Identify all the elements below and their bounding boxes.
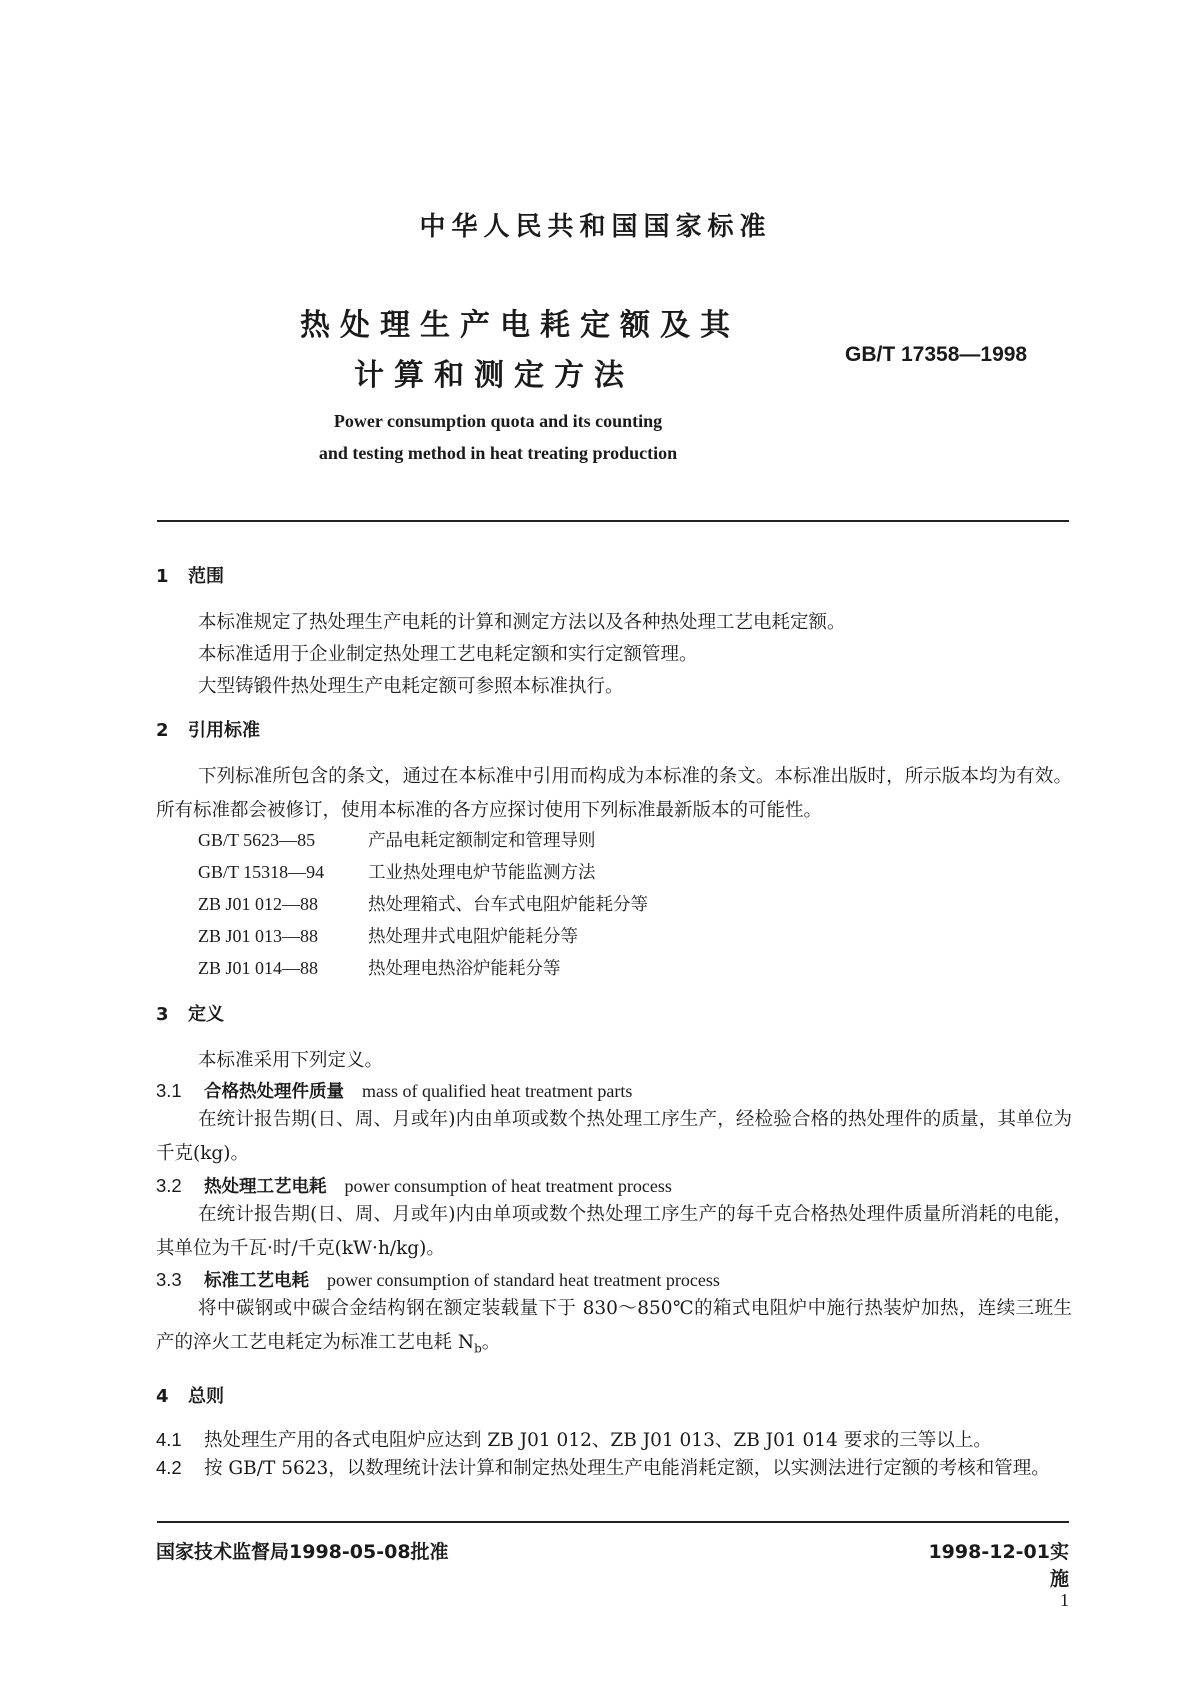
standard-number: GB/T 17358—1998 [845, 343, 1028, 366]
clause-term: 合格热处理件质量 [204, 1082, 344, 1102]
clause-3-1-body: 在统计报告期(日、周、月或年)内由单项或数个热处理工序生产，经检验合格的热处理件的质量，其单位为千克(kg)。 [156, 1109, 1072, 1164]
section-number: 4 [156, 1386, 169, 1407]
clause-number: 4.1 [156, 1429, 182, 1450]
reference-code: ZB J01 013—88 [198, 926, 319, 946]
reference-item [198, 859, 596, 884]
national-standard-heading: 中华人民共和国国家标准 [419, 212, 772, 242]
clause-body-text: 将中碳钢或中碳合金结构钢在额定装载量下于 830～850℃的箱式电阻炉中施行热装炉加热，连续三班生产的淬火工艺电耗定为标准工艺电耗 N [156, 1298, 1072, 1353]
section-3-heading [156, 1000, 224, 1026]
clause-body: 按 GB/T 5623，以数理统计法计算和制定热处理生产电能消耗定额，以实测法进行定额的考核和管理。 [204, 1458, 1050, 1479]
reference-name: 产品电耗定额制定和管理导则 [368, 831, 596, 851]
page-number: 1 [1060, 1590, 1069, 1610]
section-number: 3 [156, 1004, 169, 1025]
clause-3-1-heading [156, 1078, 632, 1103]
section-2-intro: 下列标准所包含的条文，通过在本标准中引用而构成为本标准的条文。本标准出版时，所示版本均为有效。所有标准都会被修订，使用本标准的各方应探讨使用下列标准最新版本的可能性。 [156, 766, 1072, 821]
clause-term-en: mass of qualified heat treatment parts [362, 1081, 633, 1101]
clause-4-2 [156, 1451, 1072, 1486]
section-1-para-3: 大型铸锻件热处理生产电耗定额可参照本标准执行。 [198, 676, 624, 697]
reference-code: GB/T 5623—85 [198, 830, 316, 850]
bottom-divider [157, 1521, 1069, 1523]
clause-term-en: power consumption of standard heat treatment process [327, 1270, 720, 1290]
clause-term: 热处理工艺电耗 [204, 1177, 327, 1197]
clause-body: 热处理生产用的各式电阻炉应达到 ZB J01 012、ZB J01 013、ZB J01 014 要求的三等以上。 [204, 1430, 992, 1451]
reference-code: ZB J01 014—88 [198, 958, 319, 978]
section-1-para-1: 本标准规定了热处理生产电耗的计算和测定方法以及各种热处理工艺电耗定额。 [198, 612, 846, 633]
section-title: 定义 [188, 1004, 224, 1025]
clause-3-2-heading [156, 1173, 672, 1198]
clause-body-end: 。 [481, 1332, 501, 1353]
section-title: 范围 [188, 566, 224, 587]
clause-3-3-body [156, 1292, 1072, 1366]
section-1-heading [156, 562, 224, 588]
section-1-para-2: 本标准适用于企业制定热处理工艺电耗定额和实行定额管理。 [198, 644, 698, 665]
clause-number: 3.1 [156, 1080, 182, 1101]
clause-number: 3.2 [156, 1175, 182, 1196]
clause-term-en: power consumption of heat treatment process [344, 1176, 672, 1196]
reference-item [198, 955, 561, 980]
implementation-date: 1998-12-01实施 [928, 1541, 1069, 1590]
section-number: 1 [156, 566, 169, 587]
reference-name: 热处理电热浴炉能耗分等 [368, 959, 561, 979]
section-number: 2 [156, 720, 169, 741]
clause-4-1 [156, 1426, 992, 1452]
section-2-heading [156, 716, 260, 742]
title-cn-line2: 计算和测定方法 [354, 358, 634, 393]
reference-name: 热处理箱式、台车式电阻炉能耗分等 [368, 895, 648, 915]
top-divider [157, 520, 1069, 522]
clause-3-2-body: 在统计报告期(日、周、月或年)内由单项或数个热处理工序生产的每千克合格热处理件质量所消耗的电能，其单位为千瓦·时/千克(kW·h/kg)。 [156, 1204, 1072, 1259]
reference-item [198, 923, 578, 948]
subscript-b: b [474, 1341, 482, 1356]
clause-term: 标准工艺电耗 [204, 1271, 309, 1291]
reference-item [198, 891, 648, 916]
reference-item [198, 827, 596, 852]
section-title: 引用标准 [188, 720, 260, 741]
clause-number: 3.3 [156, 1269, 182, 1290]
title-en-line2: and testing method in heat treating production [318, 443, 678, 463]
reference-code: ZB J01 012—88 [198, 894, 319, 914]
reference-code: GB/T 15318—94 [198, 862, 325, 882]
clause-number: 4.2 [156, 1457, 182, 1478]
reference-name: 工业热处理电炉节能监测方法 [368, 863, 596, 883]
title-cn-line1: 热处理生产电耗定额及其 [300, 308, 740, 343]
section-4-heading [156, 1382, 224, 1408]
approval-line: 国家技术监督局1998-05-08批准 [156, 1541, 449, 1563]
reference-name: 热处理井式电阻炉能耗分等 [368, 927, 578, 947]
section-title: 总则 [188, 1386, 224, 1407]
section-3-intro: 本标准采用下列定义。 [198, 1050, 384, 1071]
title-en-line1: Power consumption quota and its counting [333, 411, 663, 431]
clause-3-3-heading [156, 1267, 720, 1292]
